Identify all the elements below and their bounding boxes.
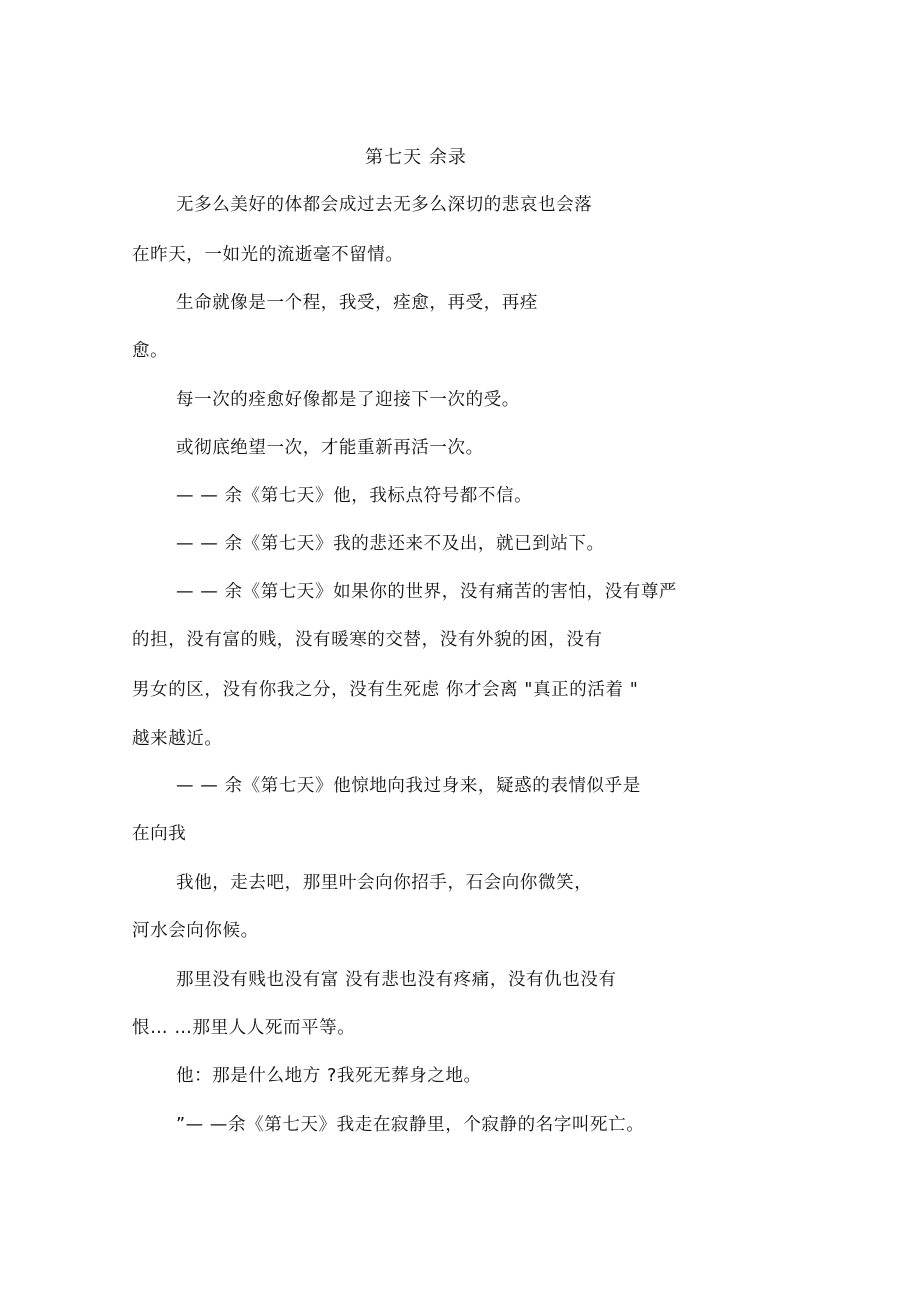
quote-line: ”— —余《第七天》我走在寂静里，个寂静的名字叫死亡。 xyxy=(176,1115,645,1135)
paragraph-line: 愈。 xyxy=(132,341,169,361)
paragraph-line: 在昨天，一如光的流逝毫不留情。 xyxy=(132,245,404,265)
paragraph-line: 那里没有贱也没有富 没有悲也没有疼痛，没有仇也没有 xyxy=(176,970,617,990)
quote-line: — — 余《第七天》他，我标点符号都不信。 xyxy=(176,486,533,506)
paragraph-line: 在向我 xyxy=(132,824,187,844)
paragraph-line: 或彻底绝望一次，才能重新再活一次。 xyxy=(176,438,484,458)
quote-line: — — 余《第七天》如果你的世界，没有痛苦的害怕，没有尊严 xyxy=(176,582,678,602)
quote-line: — — 余《第七天》我的悲还来不及出，就已到站下。 xyxy=(176,534,605,554)
paragraph-line: 每一次的痊愈好像都是了迎接下一次的受。 xyxy=(176,390,520,410)
paragraph-line: 恨… …那里人人死而平等。 xyxy=(132,1018,356,1038)
paragraph-line: 河水会向你候。 xyxy=(132,921,259,941)
paragraph-line: 我他，走去吧，那里叶会向你招手，石会向你微笑， xyxy=(176,873,593,893)
paragraph-line: 无多么美好的体都会成过去无多么深切的悲哀也会落 xyxy=(176,195,593,215)
document-title: 第七天 余录 xyxy=(365,147,467,168)
paragraph-line: 生命就像是一个程，我受，痊愈，再受，再痊 xyxy=(176,293,538,313)
paragraph-line: 的担，没有富的贱，没有暖寒的交替，没有外貌的困，没有 xyxy=(132,630,603,650)
paragraph-line: 男女的区，没有你我之分，没有生死虑 你才会离 "真正的活着 " xyxy=(132,680,639,700)
paragraph-line: 越来越近。 xyxy=(132,729,223,749)
quote-line: — — 余《第七天》他惊地向我过身来，疑惑的表情似乎是 xyxy=(176,776,641,796)
paragraph-line: 他：那是什么地方 ?我死无葬身之地。 xyxy=(176,1066,482,1086)
